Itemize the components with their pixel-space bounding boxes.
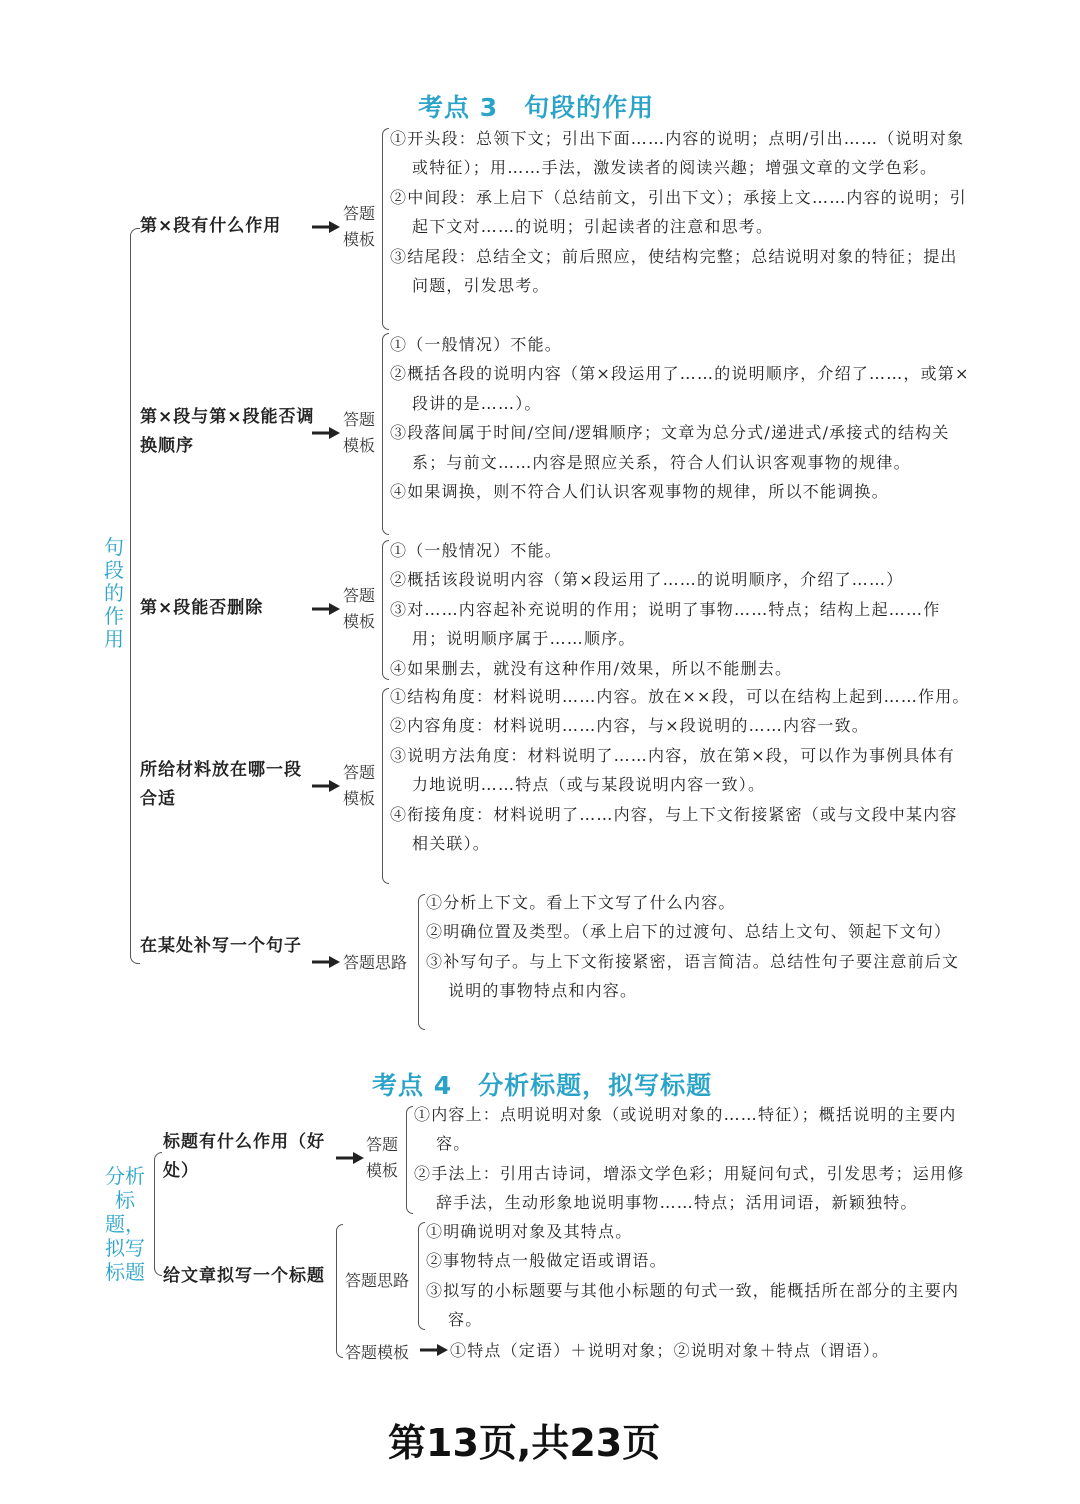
arrow-right-icon: [312, 955, 340, 969]
answer-item: ④如果调换，则不符合人们认识客观事物的规律，所以不能调换。: [390, 482, 889, 502]
topic-paragraph-function: 第×段有什么作用: [140, 216, 282, 236]
items-brace: [406, 1106, 413, 1214]
items-brace: [418, 1222, 425, 1330]
items-brace: [382, 688, 389, 884]
topic-write-title: 给文章拟写一个标题: [163, 1266, 325, 1286]
section4-main-brace: [154, 1152, 162, 1276]
items-brace: [382, 540, 389, 680]
answer-items: [390, 330, 972, 506]
items-brace: [382, 333, 389, 535]
answer-item: ②事物特点一般做定语或谓语。: [426, 1251, 667, 1271]
topic-delete-paragraph: 第×段能否删除: [140, 598, 264, 618]
section3-vertical-label: 句段的作用: [104, 535, 124, 651]
topic-material-placement: 所给材料放在哪一段合适: [140, 760, 302, 809]
answer-item: ②明确位置及类型。（承上启下的过渡句、总结上文句、领起下文句）: [426, 922, 952, 942]
answer-item: ②手法上：引用古诗词，增添文学色彩；用疑问句式，引发思考；运用修辞手法，生动形象地说明事物……特点；活用词语，新颖独特。: [414, 1163, 965, 1213]
answer-items: [390, 682, 972, 858]
arrow-right-icon: [312, 602, 340, 616]
section3-main-brace: [130, 228, 140, 964]
items-brace: [418, 894, 425, 1030]
type-label: 答题思路: [345, 1271, 410, 1290]
answer-item: ①分析上下文。看上下文写了什么内容。: [426, 893, 736, 912]
section4-title: 考点 4 分析标题，拟写标题: [372, 1071, 713, 1100]
items-brace: [382, 128, 389, 330]
type-label: 答题模板: [345, 1343, 410, 1362]
answer-item: ③结尾段：总结全文；前后照应，使结构完整；总结说明对象的特征；提出问题，引发思考。: [390, 246, 958, 296]
answer-items: [426, 1217, 972, 1335]
type-label: 答题模板: [343, 763, 376, 808]
answer-item: ①内容上：点明说明对象（或说明对象的……特征）；概括说明的主要内容。: [414, 1105, 957, 1154]
answer-items: [390, 124, 972, 300]
sub-brace: [336, 1224, 343, 1358]
answer-item: ②内容角度：材料说明……内容，与×段说明的……内容一致。: [390, 716, 870, 736]
type-label: 答题模板: [366, 1135, 399, 1180]
type-label: 答题模板: [343, 410, 376, 455]
topic-swap-order: 第×段与第×段能否调换顺序: [140, 407, 315, 456]
arrow-right-icon: [312, 220, 340, 234]
answer-item: ①特点（定语）＋说明对象；②说明对象＋特点（谓语）。: [450, 1341, 890, 1360]
type-label: 答题模板: [343, 204, 376, 249]
answer-item: ③段落间属于时间/空间/逻辑顺序；文章为总分式/递进式/承接式的结构关系；与前文……内容是照应关系，符合人们认识客观事物的规律。: [390, 423, 950, 472]
answer-items: [426, 888, 972, 1006]
type-label: 答题思路: [343, 953, 408, 972]
type-label: 答题模板: [343, 586, 376, 631]
answer-item: ④衔接角度：材料说明了……内容，与上下文衔接紧密（或与文段中某内容相关联）。: [390, 804, 958, 854]
answer-item: ②中间段：承上启下（总结前文，引出下文）；承接上文……内容的说明；引起下文对……的说明；引起读者的注意和思考。: [390, 187, 967, 237]
answer-item: ①明确说明对象及其特点。: [426, 1222, 633, 1241]
arrow-right-icon: [312, 426, 340, 440]
arrow-right-icon: [312, 779, 340, 793]
answer-item: ③对……内容起补充说明的作用；说明了事物……特点；结构上起……作用；说明顺序属于……顺序。: [390, 599, 941, 649]
answer-item: ①开头段：总领下文；引出下面……内容的说明；点明/引出……（说明对象或特征）；用……手法，激发读者的阅读兴趣；增强文章的文学色彩。: [390, 129, 965, 178]
page-number: 第13页,共23页: [388, 1421, 661, 1465]
answer-item: ③拟写的小标题要与其他小标题的句式一致，能概括所在部分的主要内容。: [426, 1280, 960, 1330]
arrow-right-icon: [420, 1343, 448, 1357]
section4-vertical-label: 分析标题，拟写标题: [105, 1164, 145, 1284]
answer-item: ①（一般情况）不能。: [390, 335, 563, 354]
answer-item: ①结构角度：材料说明……内容。放在××段，可以在结构上起到……作用。: [390, 687, 970, 706]
answer-items: [390, 536, 972, 683]
answer-item: ③补写句子。与上下文衔接紧密，语言简洁。总结性句子要注意前后文说明的事物特点和内容。: [426, 951, 960, 1001]
answer-item: ④如果删去，就没有这种作用/效果，所以不能删去。: [390, 658, 793, 678]
answer-item: ③说明方法角度：材料说明了……内容，放在第×段，可以作为事例具体有力地说明……特点（或与某段说明内容一致）。: [390, 745, 956, 795]
topic-title-function: 标题有什么作用（好处）: [163, 1132, 325, 1181]
answer-item: ②概括该段说明内容（第×段运用了……的说明顺序，介绍了……）: [390, 570, 904, 590]
topic-add-sentence: 在某处补写一个句子: [140, 936, 302, 956]
answer-item: ②概括各段的说明内容（第×段运用了……的说明顺序，介绍了……，或第×段讲的是……）。: [390, 364, 970, 413]
section3-title: 考点 3 句段的作用: [418, 93, 655, 122]
arrow-right-icon: [336, 1151, 364, 1165]
answer-items: [414, 1100, 972, 1218]
answer-item: ①（一般情况）不能。: [390, 541, 563, 560]
